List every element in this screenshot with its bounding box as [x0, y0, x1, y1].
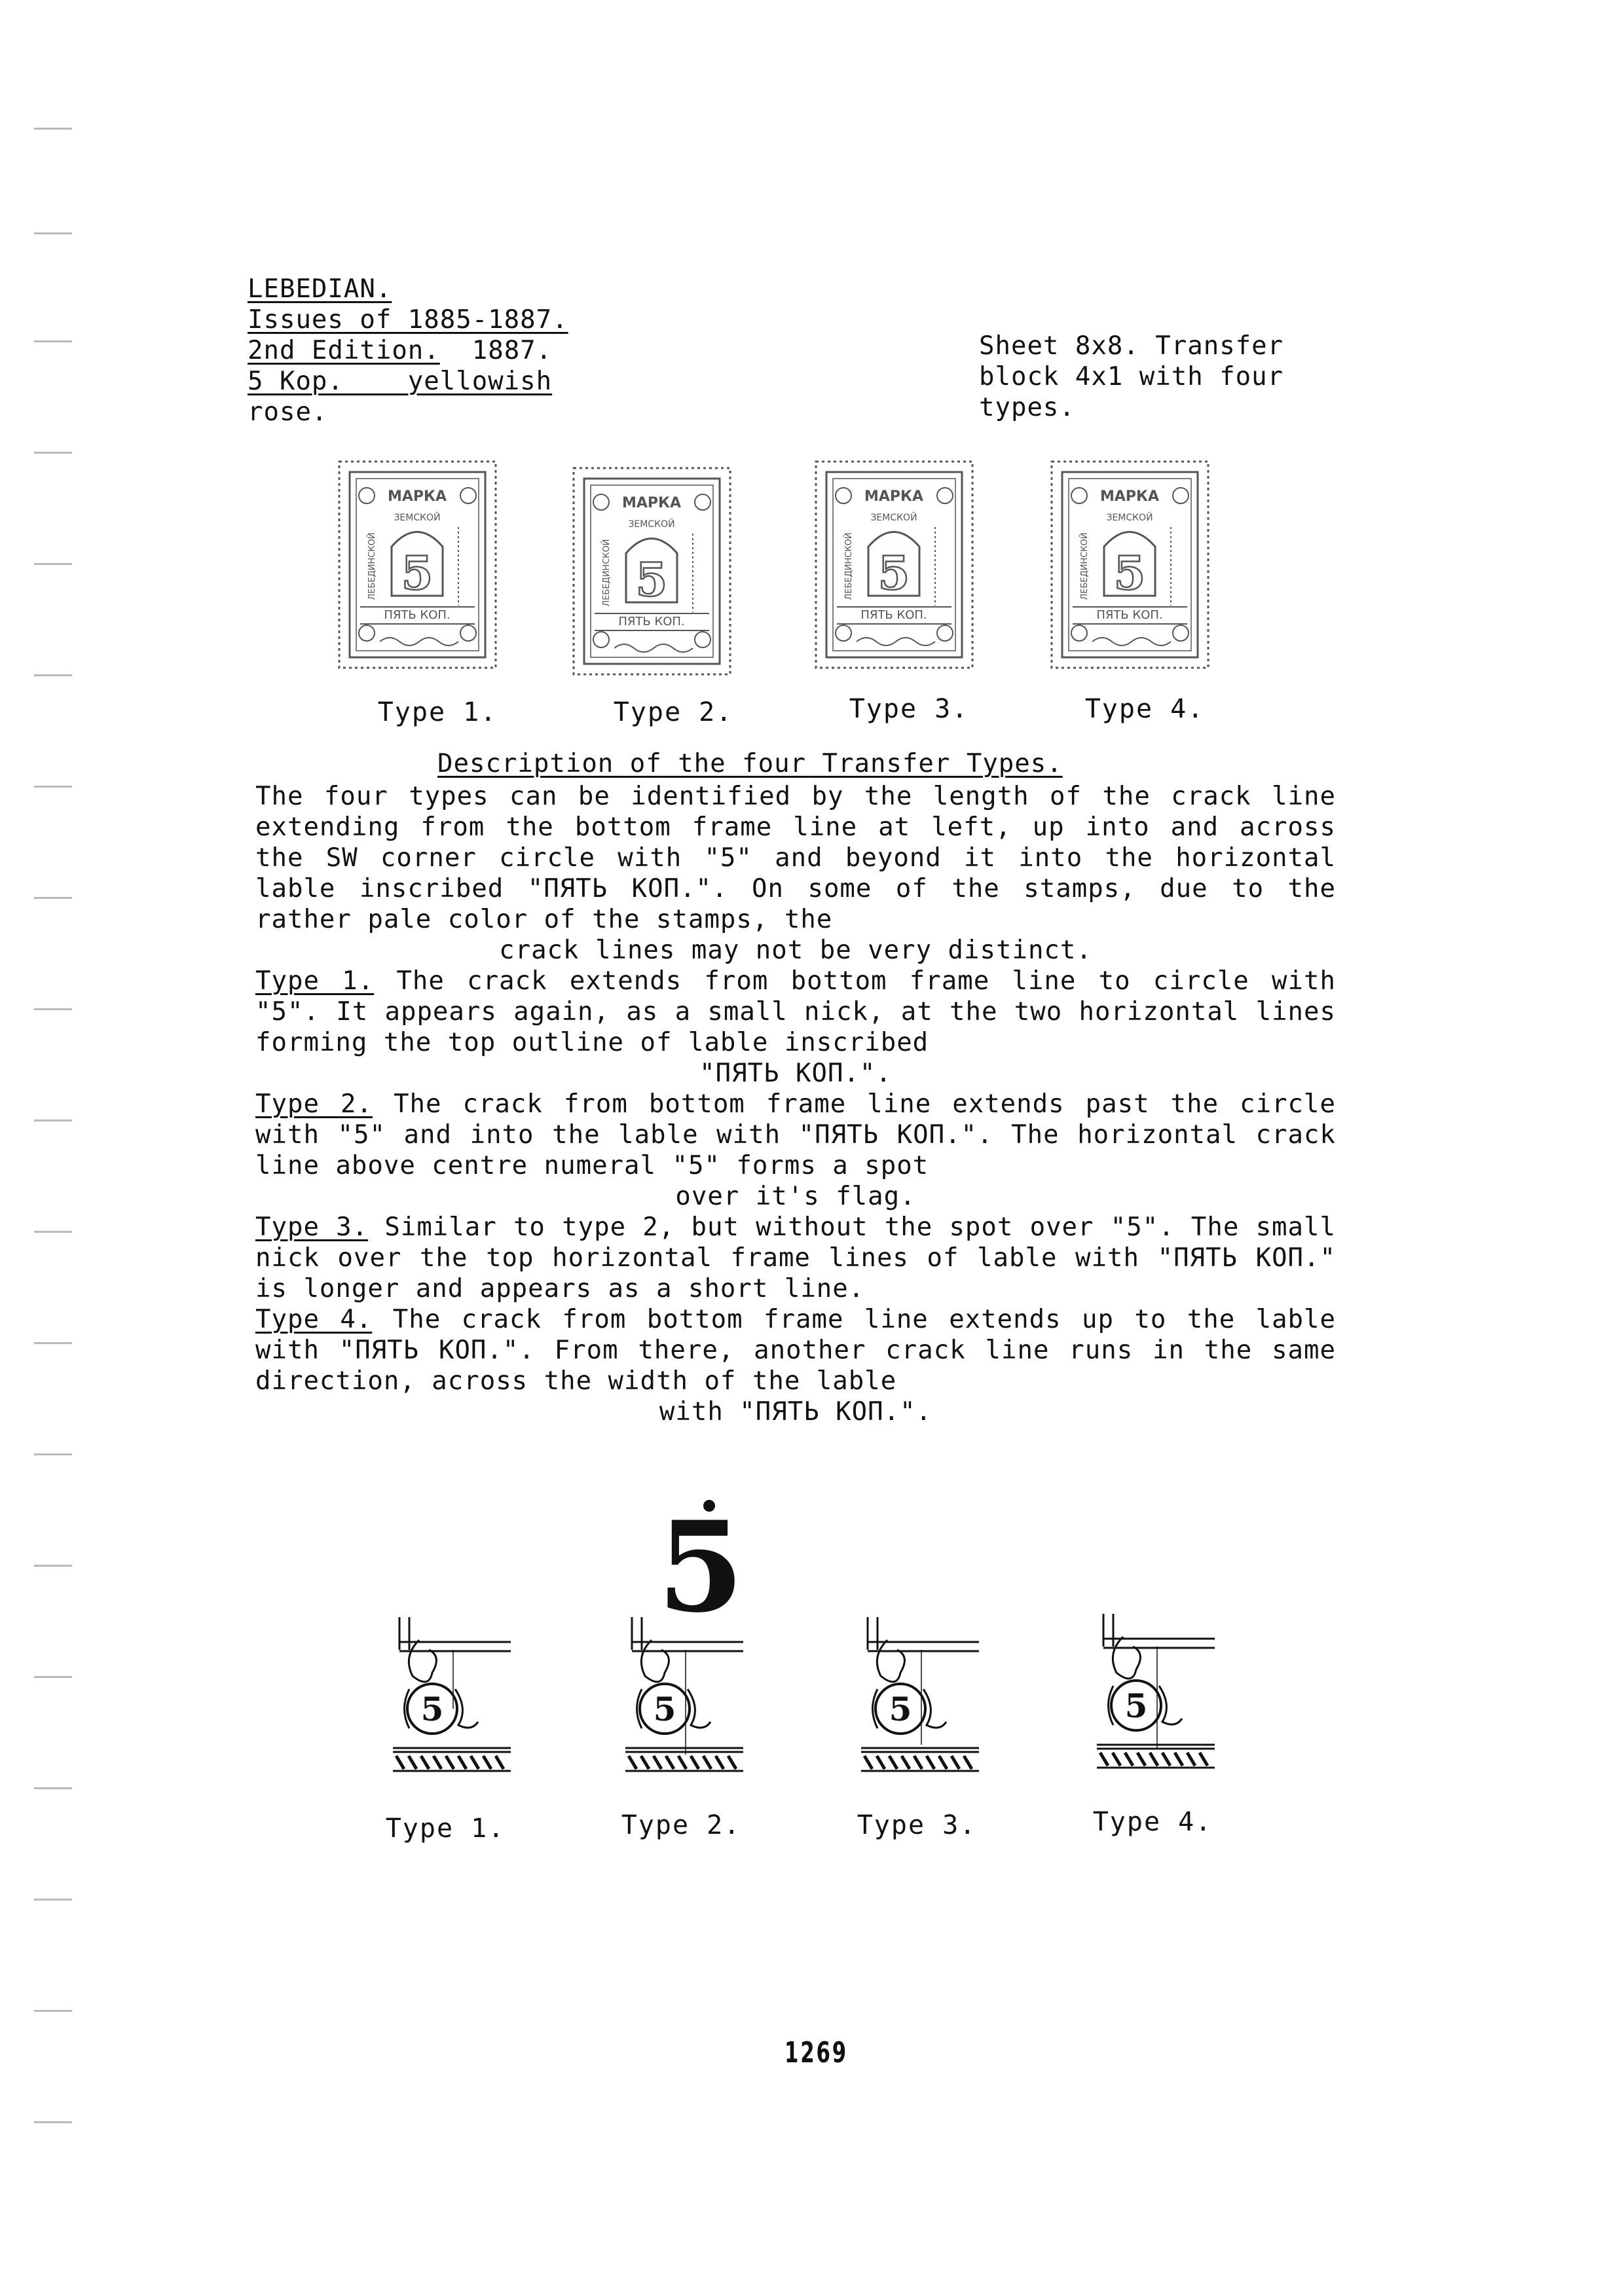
stamp-top-text: МАРКА: [1099, 488, 1160, 505]
stamp-side-text: ЛЕБЕДИНСКОЙ: [844, 532, 854, 600]
lable-hatch: [1150, 1753, 1158, 1766]
margin-mark: [34, 1231, 72, 1233]
edition-year: 1887.: [471, 336, 553, 365]
stamp-arc-text: ЗЕМСКОЙ: [628, 519, 675, 530]
corner-scroll: [1113, 1637, 1140, 1679]
margin-mark: [34, 563, 72, 565]
stamp-corner-circle: [460, 488, 476, 503]
stamp-bottom-ornament: [1092, 638, 1171, 646]
type-2-paragraph-end: over it's flag.: [675, 1182, 916, 1211]
corner-detail-drawing: [625, 1611, 756, 1781]
stamp-type-1: [334, 455, 501, 674]
detail-label-type-3: Type 3.: [857, 1810, 977, 1840]
stamp-numeral: 5: [635, 553, 668, 607]
lable-hatch: [666, 1756, 674, 1769]
corner-numeral: 5: [1124, 1686, 1148, 1725]
corner-detail-drawing: [393, 1611, 524, 1781]
lable-hatch: [421, 1756, 429, 1769]
lable-hatch: [678, 1756, 686, 1769]
type-1-label: Type 1.: [255, 966, 375, 996]
stamp-corner-circle: [359, 625, 375, 641]
page-number: 1269: [784, 2036, 848, 2069]
lable-hatch: [434, 1756, 441, 1769]
stamp-label-type-4: Type 4.: [1084, 694, 1205, 724]
lable-hatch: [458, 1756, 466, 1769]
type-4-paragraph: [255, 1304, 1336, 1396]
lable-hatch: [728, 1756, 736, 1769]
margin-mark: [34, 674, 72, 676]
lable-hatch: [409, 1756, 416, 1769]
stamp-label-type-2: Type 2.: [613, 697, 733, 727]
stamp-arc-text: ЗЕМСКОЙ: [870, 513, 917, 523]
lable-hatch: [641, 1756, 649, 1769]
stamp-corner-circle: [836, 625, 851, 641]
stamp-bottom-text: ПЯТЬ КОП.: [384, 608, 451, 622]
margin-mark: [34, 1342, 72, 1344]
stamp-corner-circle: [1071, 625, 1087, 641]
margin-mark: [34, 232, 72, 234]
lable-hatch: [483, 1756, 491, 1769]
edition-label: 2nd Edition.: [248, 336, 440, 365]
type-4-text: The crack from bottom frame line extends up to the lable with "ПЯТЬ КОП.". From there, another crack line runs in the same direction, across the width of the lable: [255, 1305, 1336, 1396]
stamp-top-text: МАРКА: [864, 488, 924, 505]
numeral-five-glyph: 5: [657, 1494, 745, 1640]
stamp-bottom-ornament: [614, 644, 693, 652]
stamp-bottom-ornament: [380, 638, 458, 646]
lable-hatch: [1100, 1753, 1108, 1766]
lable-hatch: [1125, 1753, 1133, 1766]
corner-numeral: 5: [420, 1690, 444, 1728]
corner-scroll: [877, 1640, 904, 1682]
type-1-text: The crack extends from bottom frame line to circle with "5". It appears again, as a small nick, at the two horizontal lines forming the top outline of lable inscribed: [255, 966, 1336, 1057]
detail-label-type-1: Type 1.: [385, 1813, 506, 1844]
stamp-corner-circle: [937, 488, 953, 503]
margin-mark: [34, 340, 72, 342]
corner-detail-type-1: [393, 1611, 524, 1781]
type-2-text: The crack from bottom frame line extends past the circle with "5" and into the lable with "ПЯТЬ КОП.". The horizontal crack line above centre numeral "5" forms a spot: [255, 1089, 1336, 1180]
stamp-bottom-text: ПЯТЬ КОП.: [860, 608, 927, 622]
sheet-info-line: types.: [979, 393, 1075, 422]
corner-detail-type-2: [625, 1611, 756, 1781]
type-1-paragraph-end: "ПЯТЬ КОП.".: [699, 1059, 892, 1088]
margin-mark: [34, 128, 72, 130]
lable-hatch: [1162, 1753, 1170, 1766]
corner-scroll: [409, 1640, 436, 1682]
type-3-paragraph: [255, 1212, 1336, 1304]
stamp-type-4: [1046, 455, 1213, 674]
stamp-corner-circle: [359, 488, 375, 503]
stamp-top-text: МАРКА: [621, 495, 682, 511]
value-color-line-2: rose.: [248, 397, 328, 427]
lable-hatch: [1200, 1753, 1208, 1766]
lable-hatch: [914, 1756, 922, 1769]
stamp-corner-circle: [1173, 625, 1189, 641]
lable-hatch: [1175, 1753, 1183, 1766]
lable-hatch: [927, 1756, 934, 1769]
margin-mark: [34, 897, 72, 899]
type-3-text: Similar to type 2, but without the spot over "5". The small nick over the top horizontal frame lines of lable with "ПЯТЬ КОП." is longer and appears as a short line.: [255, 1212, 1336, 1303]
stamp-corner-circle: [593, 494, 609, 510]
stamp-numeral: 5: [877, 546, 910, 600]
lable-hatch: [471, 1756, 479, 1769]
lable-hatch: [877, 1756, 885, 1769]
margin-mark: [34, 1787, 72, 1789]
lable-hatch: [691, 1756, 699, 1769]
stamp-bottom-text: ПЯТЬ КОП.: [618, 615, 685, 629]
lable-hatch: [964, 1756, 972, 1769]
stamp-numeral: 5: [1113, 546, 1146, 600]
type-4-label: Type 4.: [255, 1305, 373, 1334]
detail-label-type-2: Type 2.: [621, 1810, 741, 1840]
stamp-bottom-text: ПЯТЬ КОП.: [1096, 608, 1163, 622]
lable-hatch: [446, 1756, 454, 1769]
corner-scroll: [641, 1640, 669, 1682]
stamp-corner-circle: [1071, 488, 1087, 503]
lable-hatch: [1113, 1753, 1120, 1766]
stamp-arc-text: ЗЕМСКОЙ: [1106, 513, 1153, 523]
stamp-side-text: ЛЕБЕДИНСКОЙ: [1080, 532, 1090, 600]
lable-hatch: [1187, 1753, 1195, 1766]
margin-mark: [34, 1676, 72, 1678]
stamp-bottom-ornament: [857, 638, 935, 646]
lable-hatch: [902, 1756, 910, 1769]
description-heading: Description of the four Transfer Types.: [437, 749, 1063, 778]
stamp-drawing: [334, 455, 501, 674]
margin-mark: [34, 1899, 72, 1901]
lable-hatch: [716, 1756, 724, 1769]
stamp-corner-circle: [836, 488, 851, 503]
corner-detail-type-4: [1097, 1607, 1228, 1777]
lable-hatch: [889, 1756, 897, 1769]
sheet-info-line: block 4x1 with four: [979, 362, 1284, 392]
type-2-paragraph: [255, 1089, 1336, 1181]
lable-hatch: [654, 1756, 661, 1769]
stamp-arc-text: ЗЕМСКОЙ: [394, 513, 441, 523]
description-body: [255, 781, 1336, 1427]
margin-mark: [34, 1008, 72, 1010]
stamp-corner-circle: [695, 494, 710, 510]
stamp-corner-circle: [593, 632, 609, 647]
margin-mark: [34, 2121, 72, 2123]
lable-hatch: [939, 1756, 947, 1769]
stamp-corner-circle: [937, 625, 953, 641]
intro-paragraph-end: crack lines may not be very distinct.: [499, 936, 1092, 965]
type-4-paragraph-end: with "ПЯТЬ КОП.".: [659, 1397, 932, 1427]
corner-numeral: 5: [889, 1690, 912, 1728]
stamp-side-text: ЛЕБЕДИНСКОЙ: [367, 532, 377, 600]
value-color-line: 5 Kop. yellowish: [248, 367, 553, 396]
corner-detail-drawing: [861, 1611, 992, 1781]
issues-line: Issues of 1885-1887.: [248, 305, 568, 335]
section-title: LEBEDIAN.: [248, 274, 392, 304]
stamp-corner-circle: [460, 625, 476, 641]
lable-hatch: [864, 1756, 872, 1769]
edition-line: [248, 335, 552, 367]
stamp-top-text: МАРКА: [387, 488, 447, 505]
corner-detail-type-3: [861, 1611, 992, 1781]
margin-mark: [34, 452, 72, 454]
lable-hatch: [396, 1756, 404, 1769]
stamp-side-text: ЛЕБЕДИНСКОЙ: [602, 539, 612, 607]
lable-hatch: [703, 1756, 711, 1769]
type-3-label: Type 3.: [255, 1212, 369, 1242]
lable-hatch: [496, 1756, 504, 1769]
corner-detail-drawing: [1097, 1607, 1228, 1777]
margin-mark: [34, 786, 72, 788]
margin-mark: [34, 2010, 72, 2012]
margin-mark: [34, 1565, 72, 1567]
corner-numeral: 5: [653, 1690, 676, 1728]
stamp-drawing: [1046, 455, 1213, 674]
lable-hatch: [1137, 1753, 1145, 1766]
stamp-label-type-3: Type 3.: [849, 694, 969, 724]
margin-mark: [34, 1120, 72, 1121]
stamp-drawing: [811, 455, 978, 674]
type-2-label: Type 2.: [255, 1089, 373, 1119]
stamp-drawing: [568, 462, 735, 681]
margin-mark: [34, 1453, 72, 1455]
stamp-corner-circle: [695, 632, 710, 647]
detail-label-type-4: Type 4.: [1092, 1807, 1213, 1837]
lable-hatch: [951, 1756, 959, 1769]
stamp-label-type-1: Type 1.: [377, 697, 498, 727]
sheet-info-line: Sheet 8x8. Transfer: [979, 331, 1284, 361]
stamp-numeral: 5: [401, 546, 434, 600]
lable-hatch: [629, 1756, 637, 1769]
stamp-corner-circle: [1173, 488, 1189, 503]
intro-paragraph: The four types can be identified by the length of the crack line extending from the bottom frame line at left, up into and across the SW corner circle with "5" and beyond it into the horizontal lable inscribed "ПЯТЬ КОП.". On some of the stamps, due to the rather pale color of the stamps, the: [255, 782, 1336, 934]
type-1-paragraph: [255, 966, 1336, 1058]
stamp-type-2: [568, 462, 735, 681]
stamp-type-3: [811, 455, 978, 674]
numeral-five-detail: [657, 1494, 745, 1640]
